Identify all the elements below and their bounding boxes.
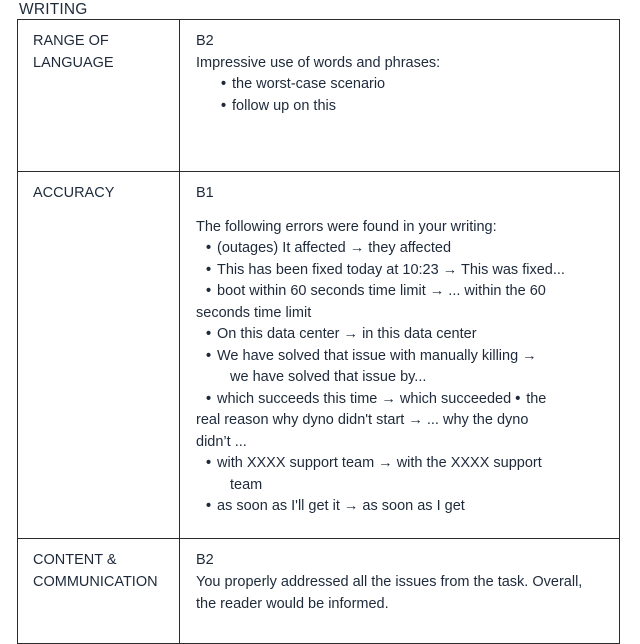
list-item: • We have solved that issue with manually killing → <box>206 346 611 368</box>
feedback-cell-range <box>180 20 620 172</box>
level-badge: B2 <box>196 552 214 568</box>
assessment-table <box>17 19 620 644</box>
list-item-continuation: seconds time limit <box>196 304 312 321</box>
list-item: • which succeeds this time → which succeeded • the <box>206 389 611 411</box>
criterion-cell-accuracy <box>18 172 180 539</box>
bullet-icon: • <box>206 347 212 364</box>
table-row-range <box>18 20 620 172</box>
level-badge: B2 <box>196 33 214 49</box>
feedback-text-line: You properly addressed all the issues from the task. Overall, <box>196 574 583 590</box>
table-row-accuracy <box>18 172 620 539</box>
list-item: • On this data center → in this data center <box>206 324 611 346</box>
feedback-intro: Impressive use of words and phrases: <box>196 55 441 71</box>
section-title: WRITING <box>19 1 88 18</box>
criterion-cell-range <box>18 20 180 172</box>
bullet-icon: • <box>515 390 521 407</box>
table-row-content <box>18 539 620 644</box>
list-item-continuation: team <box>230 476 263 493</box>
list-item: • This has been fixed today at 10:23 → This was fixed... <box>206 260 611 282</box>
bullet-icon: • <box>206 390 212 407</box>
criterion-label-line: RANGE OF <box>33 33 109 49</box>
phrase-list <box>196 74 611 117</box>
bullet-icon: • <box>206 283 212 299</box>
criterion-label-line: COMMUNICATION <box>33 574 158 590</box>
criterion-cell-content <box>18 539 180 644</box>
list-item: • with XXXX support team → with the XXXX support <box>206 453 611 475</box>
feedback-cell-accuracy <box>180 172 620 539</box>
bullet-icon: • <box>206 240 212 256</box>
level-badge: B1 <box>196 185 214 201</box>
list-item-continuation: we have solved that issue by... <box>230 369 427 385</box>
list-item: • boot within 60 seconds time limit → ... within the 60 <box>206 281 611 303</box>
criterion-label-line: CONTENT & <box>33 552 117 568</box>
list-item: • as soon as I'll get it → as soon as I get <box>206 496 611 518</box>
list-item: • follow up on this <box>221 96 611 118</box>
bullet-icon: • <box>206 261 212 278</box>
criterion-label-line: LANGUAGE <box>33 55 114 71</box>
bullet-icon: • <box>206 455 212 471</box>
bullet-icon: • <box>206 326 212 342</box>
error-list <box>196 238 611 518</box>
criterion-label: ACCURACY <box>33 185 115 201</box>
bullet-icon: • <box>221 76 227 92</box>
feedback-text-line: the reader would be informed. <box>196 596 389 612</box>
feedback-cell-content <box>180 539 620 644</box>
list-item: • the worst-case scenario <box>221 74 611 96</box>
list-item-continuation: didn’t ... <box>196 433 247 450</box>
bullet-icon: • <box>206 498 212 514</box>
feedback-intro: The following errors were found in your writing: <box>196 219 497 235</box>
bullet-icon: • <box>221 97 227 114</box>
list-item-continuation: real reason why dyno didn't start → ... why the dyno <box>196 412 529 428</box>
list-item: • (outages) It affected → they affected <box>206 238 611 260</box>
